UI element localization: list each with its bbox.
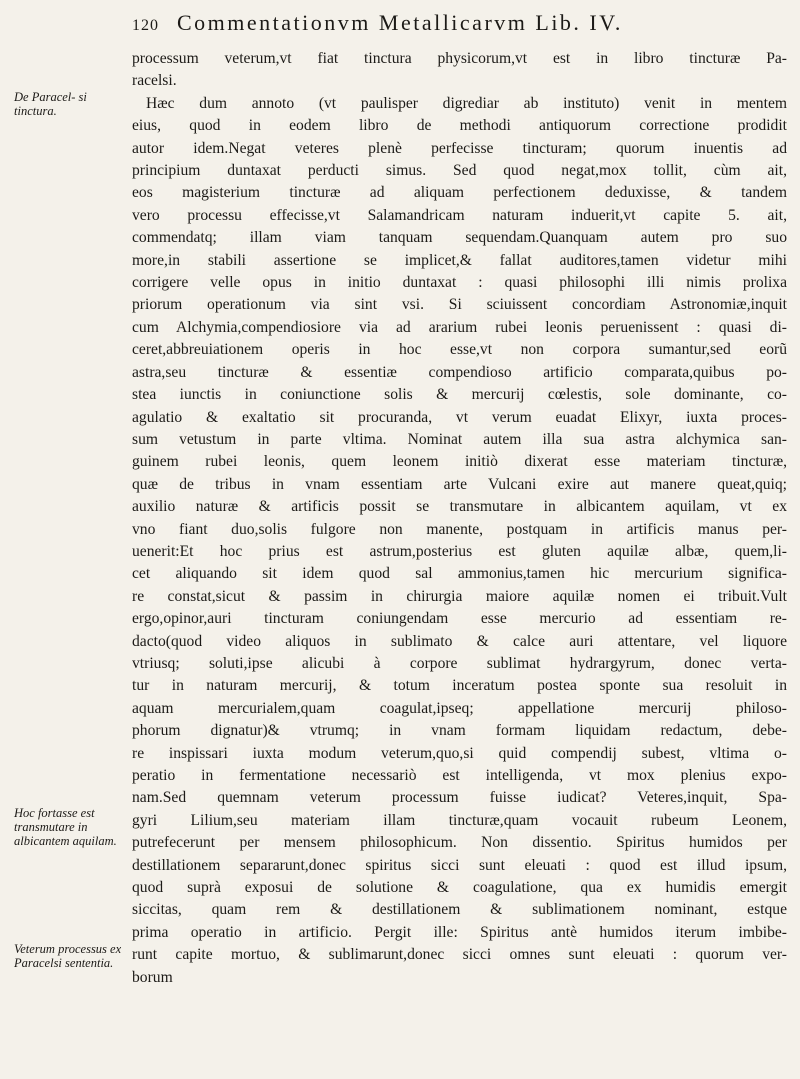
text-line: vno fiant duo,solis fulgore non manente, postquam in artificis manus per- bbox=[132, 520, 787, 538]
text-line: dacto(quod video aliquos in sublimato & calce auri attentare, vel liquore bbox=[132, 632, 787, 650]
running-title: Commentationvm Metallicarvm Lib. IV. bbox=[177, 10, 623, 35]
text-line: aquam mercurialem,quam coagulat,ipseq; appellatione mercurij philoso- bbox=[132, 699, 787, 717]
text-line: auxilio naturæ & artificis possit se transmutare in albicantem aquilam, vt ex bbox=[132, 498, 787, 516]
text-line: borum bbox=[132, 968, 173, 986]
text-line: quæ de tribus in vnam essentiam arte Vulcani exire aut manere queat,quiq; bbox=[132, 475, 787, 493]
text-line: priorum operationum via sint vsi. Si sciuissent concordiam Astronomiæ,inquit bbox=[132, 296, 787, 314]
text-line: putrefecerunt per mensem philosophicum. Non dissentio. Spiritus humidos per bbox=[132, 834, 787, 852]
text-line: prima operatio in artificio. Pergit ille: Spiritus antè humidos iterum imbibe- bbox=[132, 923, 787, 941]
text-line: phorum dignatur)& vtrumq; in vnam formam liquidam redactum, debe- bbox=[132, 722, 787, 740]
page-number: 120 bbox=[132, 17, 159, 34]
text-line: autor idem.Negat veteres plenè perfecisse tincturam; quorum inuentis ad bbox=[132, 139, 787, 157]
text-line: agulatio & exaltatio sit procuranda, vt verum euadat Elixyr, iuxta proces- bbox=[132, 408, 787, 426]
text-line: ceret,abbreuiationem operis in hoc esse,vt non corpora sumantur,sed eorũ bbox=[132, 341, 787, 359]
main-text bbox=[132, 48, 787, 989]
text-line: principium duntaxat perducti simus. Sed quod negat,mox tollit, cùm ait, bbox=[132, 162, 787, 180]
text-line: peratio in fermentatione necessariò est intelligenda, vt mox plenius expo- bbox=[132, 767, 787, 784]
text-line: vtriusq; soluti,ipse alicubi à corpore sublimat hydrargyrum, donec verta- bbox=[132, 654, 787, 672]
text-line: stea iunctis in coniunctione solis & mercurij cœlestis, sole dominante, co- bbox=[132, 386, 787, 404]
text-line: eos magisterium tincturæ ad aliquam perfectionem deduxisse, & tandem bbox=[132, 184, 787, 202]
text-line: eius, quod in eodem libro de methodi antiquorum correctione prodidit bbox=[132, 117, 787, 135]
text-line: ergo,opinor,auri tincturam coniungendam esse mercurio ad essentiam re- bbox=[132, 610, 787, 628]
text-line: guinem rubei leonis, quem leonem initiò dixerat esse materiam tincturæ, bbox=[132, 453, 787, 471]
text-line: uenerit:Et hoc prius est astrum,posterius est gluten aquilæ albæ, quem,li- bbox=[132, 542, 787, 560]
text-line: runt capite mortuo, & sublimarunt,donec sicci omnes sunt eleuati : quorum ver- bbox=[132, 946, 787, 964]
text-line: siccitas, quam rem & destillationem & sublimationem nominant, estque bbox=[132, 901, 787, 919]
page-header bbox=[132, 10, 782, 36]
text-line: Hæc dum annoto (vt paulisper digrediar ab instituto) venit in mentem bbox=[146, 94, 787, 112]
text-line: cum Alchymia,compendiosiore via ad ararium rubei leonis peruenissent : quasi di- bbox=[132, 318, 787, 336]
text-line: more,in stabili assertione se implicet,& fallat auditores,tamen videtur mihi bbox=[132, 251, 787, 269]
text-line: re constat,sicut & passim in chirurgia maiore aquilæ nomen ei tribuit.Vult bbox=[132, 587, 787, 605]
text-line: tur in naturam mercurij, & totum inceratum postea sponte sua resoluit in bbox=[132, 677, 787, 695]
text-line: racelsi. bbox=[132, 72, 177, 90]
text-line: corrigere velle opus in initio duntaxat : quasi philosophi illi nimis prolixa bbox=[132, 274, 787, 292]
text-line: nam.Sed quemnam veterum processum fuisse iudicat? Veteres,inquit, Spa- bbox=[132, 789, 787, 807]
marginal-note: Veterum processus ex Paracelsi sententia. bbox=[14, 942, 122, 970]
text-line: processum veterum,vt fiat tinctura physicorum,vt est in libro tincturæ Pa- bbox=[132, 50, 787, 67]
text-line: gyri Lilium,seu materiam illam tincturæ,quam vocauit rubeum Leonem, bbox=[132, 811, 787, 829]
text-line: astra,seu tincturæ & essentiæ compendioso artificio comparata,quibus po- bbox=[132, 363, 787, 381]
text-line: vero processu effecisse,vt Salamandricam naturam induerit,vt capite 5. ait, bbox=[132, 206, 787, 224]
text-line: cet aliquando sit idem quod sal ammonius,tamen hic mercurium significa- bbox=[132, 565, 787, 583]
text-line: commendatq; illam viam tanquam sequendam.Quanquam autem pro suo bbox=[132, 229, 787, 247]
text-line: quod suprà exposui de solutione & coagulatione, qua ex humidis emergit bbox=[132, 879, 787, 897]
marginal-note: De Paracel- si tinctura. bbox=[14, 90, 87, 118]
text-line: destillationem separarunt,donec spiritus sicci sunt eleuati : quod est illud ipsum, bbox=[132, 856, 787, 874]
text-line: sum vetustum in parte vltima. Nominat autem illa sua astra alchymica san- bbox=[132, 430, 787, 448]
text-line: re inspissari iuxta modum veterum,quo,si quid compendij subest, vltima o- bbox=[132, 744, 787, 762]
marginal-note: Hoc fortasse est transmutare in albicantem aquilam. bbox=[14, 806, 117, 848]
